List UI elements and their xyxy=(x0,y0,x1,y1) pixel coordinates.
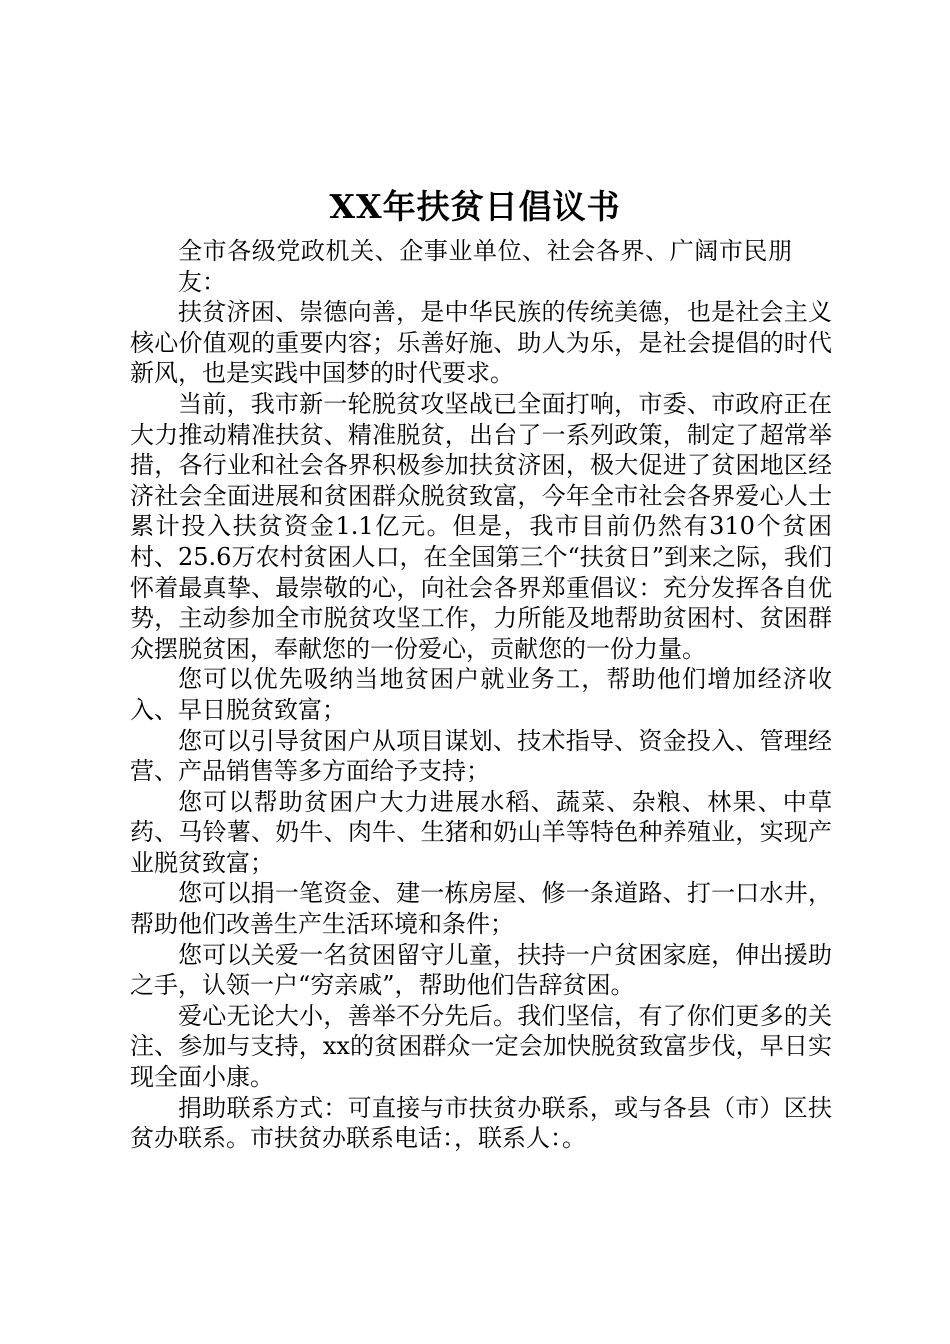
document-body xyxy=(130,236,832,1154)
paragraph-employment: 您可以优先吸纳当地贫困户就业务工，帮助他们增加经济收入、早日脱贫致富； xyxy=(130,665,832,724)
paragraph-current-situation: 当前，我市新一轮脱贫攻坚战已全面打响，市委、市政府正在大力推动精准扶贫、精准脱贫，出台了一系列政策，制定了超常举措，各行业和社会各界积极参加扶贫济困，极大促进了贫困地区经济社会全面进展和贫困群众脱贫致富，今年全市社会各界爱心人士累计投入扶贫资金1.1亿元。但是，我市目前仍然有310个贫困村、25.6万农村贫困人口，在全国第三个“扶贫日”到来之际，我们怀着最真挚、最崇敬的心，向社会各界郑重倡议：充分发挥各自优势，主动参加全市脱贫攻坚工作，力所能及地帮助贫困村、贫困群众摆脱贫困，奉献您的一份爱心，贡献您的一份力量。 xyxy=(130,389,832,663)
paragraph-guidance: 您可以引导贫困户从项目谋划、技术指导、资金投入、管理经营、产品销售等多方面给予支持； xyxy=(130,726,832,786)
paragraph-intro: 扶贫济困、崇德向善，是中华民族的传统美德，也是社会主义核心价值观的重要内容；乐善好施、助人为乐，是社会提倡的时代新风，也是实践中国梦的时代要求。 xyxy=(130,298,832,388)
document-title: XX年扶贫日倡议书 xyxy=(329,187,621,226)
paragraph-care: 您可以关爱一名贫困留守儿童，扶持一户贫困家庭，伸出援助之手，认领一户“穷亲戚”，帮助他们告辞贫困。 xyxy=(130,940,832,1000)
paragraph-closing: 爱心无论大小，善举不分先后。我们坚信，有了你们更多的关注、参加与支持，xx的贫困群众一定会加快脱贫致富步伐，早日实现全面小康。 xyxy=(130,1001,832,1092)
paragraph-industry: 您可以帮助贫困户大力进展水稻、蔬菜、杂粮、林果、中草药、马铃薯、奶牛、肉牛、生猪和奶山羊等特色种养殖业，实现产业脱贫致富； xyxy=(130,787,832,877)
salutation: 全市各级党政机关、企事业单位、社会各界、广阔市民朋友： xyxy=(178,237,792,296)
paragraph-donation: 您可以捐一笔资金、建一栋房屋、修一条道路、打一口水井，帮助他们改善生产生活环境和条件； xyxy=(130,879,832,939)
paragraph-contact: 捐助联系方式：可直接与市扶贫办联系，或与各县（市）区扶贫办联系。市扶贫办联系电话：，联系人：。 xyxy=(130,1093,832,1153)
